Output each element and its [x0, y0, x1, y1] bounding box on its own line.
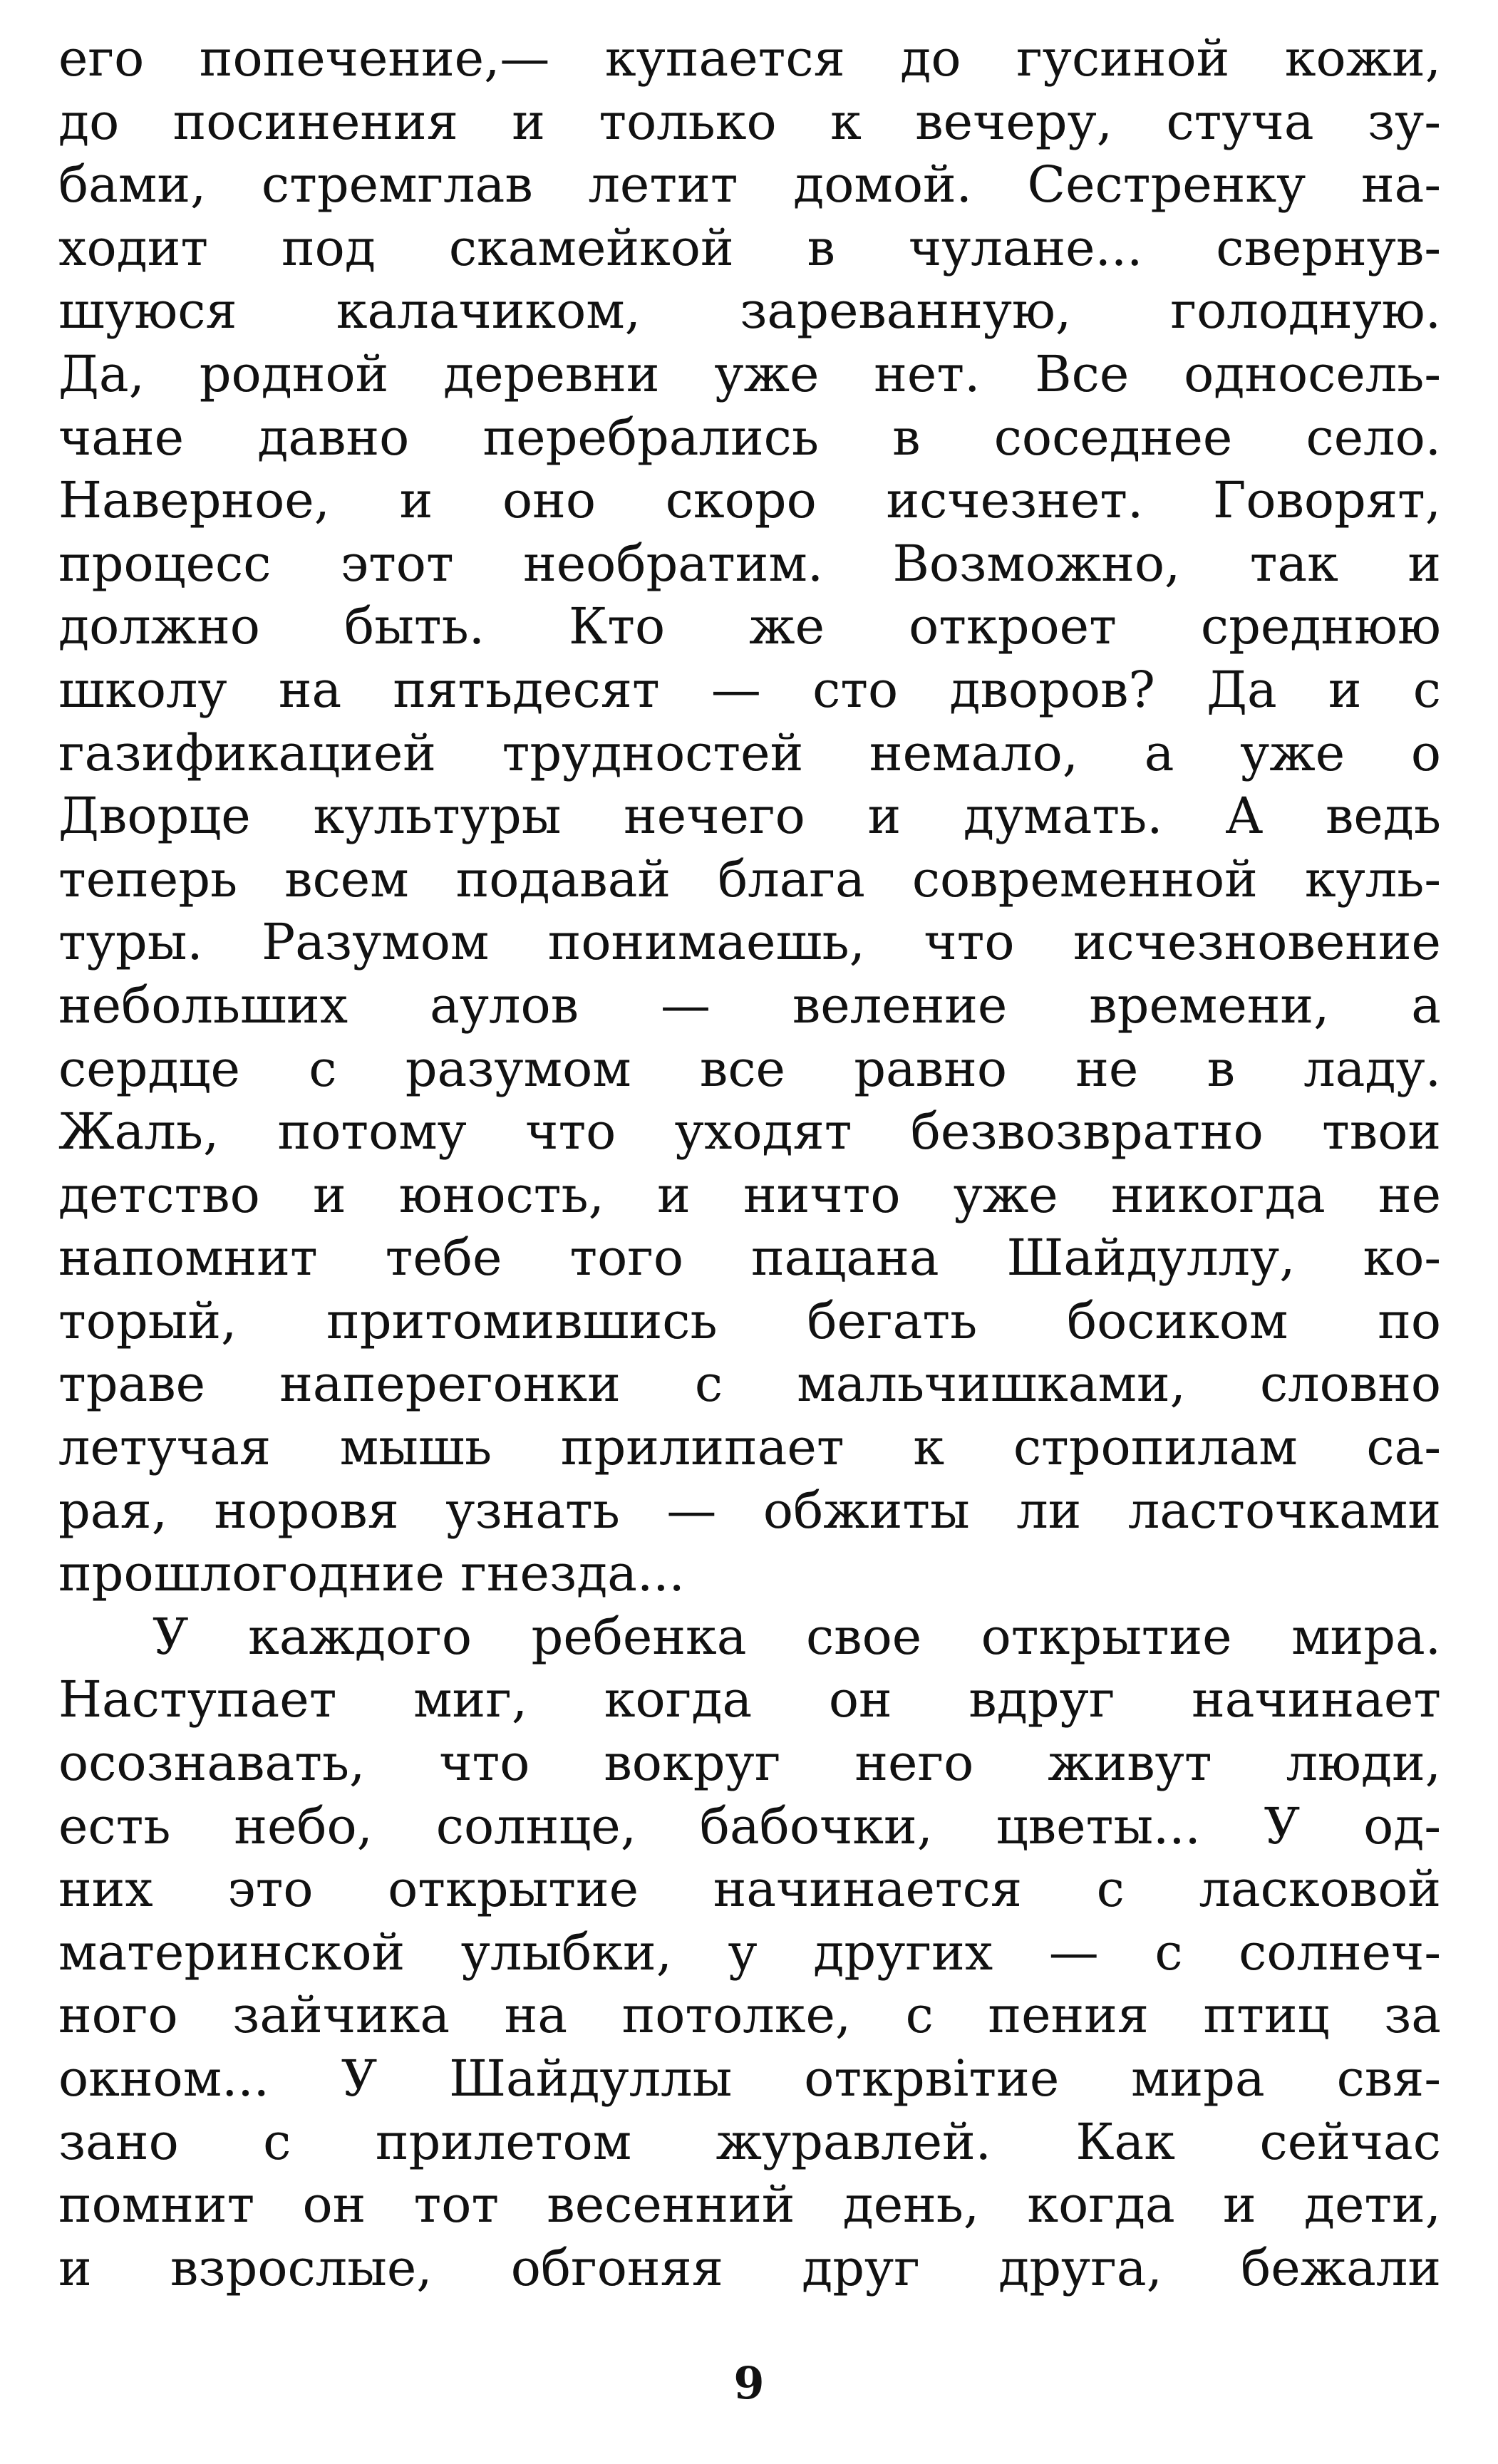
text-line: летучая мышь прилипает к стропилам са-	[58, 1418, 1441, 1477]
text-line: Наступает миг, когда он вдруг начинает	[58, 1670, 1441, 1729]
paragraph-end-line: прошлогодние гнезда...	[58, 1544, 685, 1603]
text-line: Жаль, потому что уходят безвозвратно твои	[58, 1102, 1441, 1161]
text-line: Наверное, и оно скоро исчезнет. Говорят,	[58, 471, 1441, 530]
text-line: бами, стремглав летит домой. Сестренку на-	[58, 155, 1441, 214]
paragraph-start-line: У каждого ребенка свое открытие мира.	[153, 1607, 1441, 1666]
text-line: напомнит тебе того пацана Шайдуллу, ко-	[58, 1228, 1441, 1288]
text-line: зано с прилетом журавлей. Как сейчас	[58, 2112, 1441, 2171]
text-line: школу на пятьдесят — сто дворов? Да и с	[58, 660, 1441, 719]
text-line: Да, родной деревни уже нет. Все односель-	[58, 344, 1441, 403]
text-line: и взрослые, обгоняя друг друга, бежали	[58, 2238, 1441, 2297]
text-line: его попечение,— купается до гусиной кожи,	[58, 29, 1441, 88]
text-line: осознавать, что вокруг него живут люди,	[58, 1734, 1441, 1793]
text-line: окном... У Шайдуллы открвітие мира свя-	[58, 2049, 1441, 2108]
text-line: ного зайчика на потолке, с пения птиц за	[58, 1986, 1441, 2045]
text-line: газификацией трудностей немало, а уже о	[58, 723, 1441, 782]
text-line: сердце с разумом все равно не в ладу.	[58, 1039, 1441, 1098]
text-line: есть небо, солнце, бабочки, цветы... У од-	[58, 1796, 1441, 1855]
text-line: туры. Разумом понимаешь, что исчезновение	[58, 913, 1441, 972]
text-line: до посинения и только к вечеру, стуча зу-	[58, 92, 1441, 151]
text-line: Дворце культуры нечего и думать. А ведь	[58, 787, 1441, 846]
page-text	[58, 27, 1441, 2299]
text-line: чане давно перебрались в соседнее село.	[58, 408, 1441, 467]
text-line: процесс этот необратим. Возможно, так и	[58, 534, 1441, 593]
text-line: материнской улыбки, у других — с солнеч-	[58, 1922, 1441, 1982]
text-line: траве наперегонки с мальчишками, словно	[58, 1355, 1441, 1414]
text-line: детство и юность, и ничто уже никогда не	[58, 1165, 1441, 1224]
text-line: торый, притомившись бегать босиком по	[58, 1291, 1441, 1350]
text-line: помнит он тот весенний день, когда и дети,	[58, 2175, 1441, 2235]
text-line: ходит под скамейкой в чулане... свернув-	[58, 218, 1441, 277]
text-line: шуюся калачиком, зареванную, голодную.	[58, 281, 1441, 341]
text-line: рая, норовя узнать — обжиты ли ласточками	[58, 1481, 1441, 1540]
page-number: 9	[733, 2357, 765, 2409]
text-line: них это открытие начинается с ласковой	[58, 1860, 1441, 1919]
text-line: небольших аулов — веление времени, а	[58, 975, 1441, 1035]
text-line: должно быть. Кто же откроет среднюю	[58, 597, 1441, 656]
text-line: теперь всем подавай блага современной куль-	[58, 849, 1441, 909]
